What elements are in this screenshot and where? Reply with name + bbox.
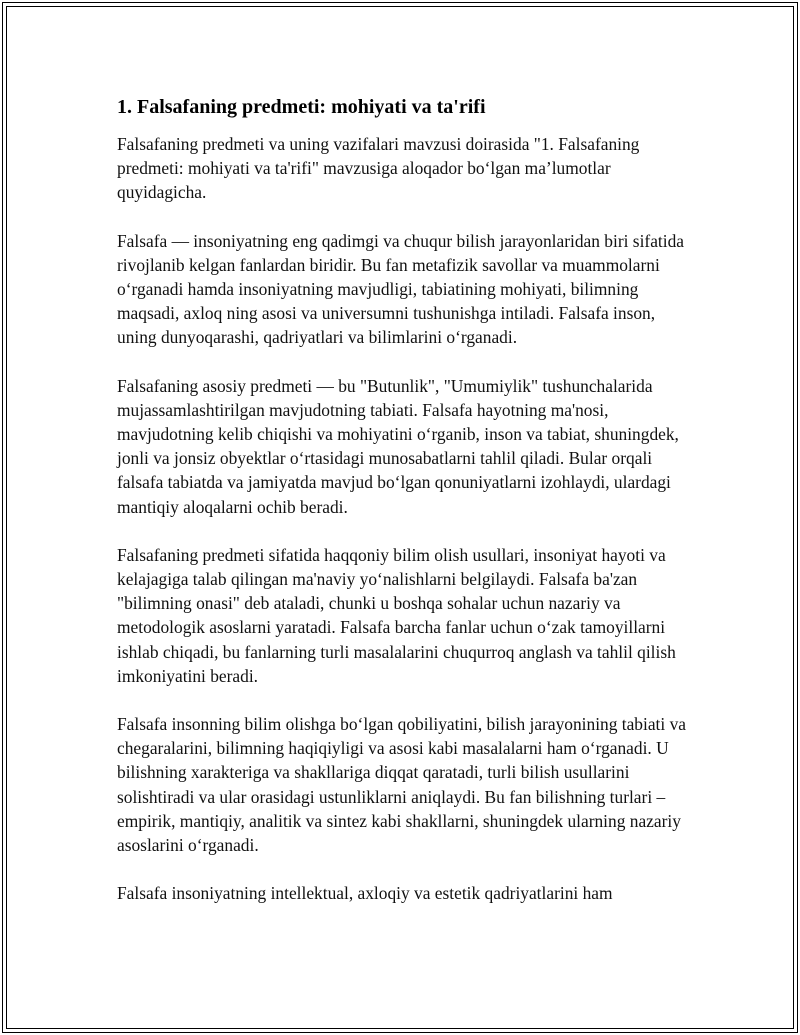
paragraph-values: Falsafa insoniyatning intellektual, axloqiy va estetik qadriyatlarini ham: [117, 883, 613, 904]
paragraph-cognition: Falsafa insonning bilim olishga bo‘lgan qobiliyatini, bilish jarayonining tabiati va chegaralarini, bilimning haqiqiyligi va asosi kabi masalalarni ham o‘rganadi. U bilishning xarakteriga va shakllariga diqqat qaratadi, turli bilish usullarini solishtiradi va ular orasidagi ustunliklarni aniqlaydi. Bu fan bilishning turlari – empirik, mantiqiy, analitik va sintez kabi shakllarni, shuningdek ularning nazariy asoslarini o‘rganadi.: [117, 714, 686, 856]
paragraph-definition: Falsafa — insoniyatning eng qadimgi va chuqur bilish jarayonlaridan biri sifatida rivojlanib kelgan fanlardan biridir. Bu fan metafizik savollar va muammolarni o‘rganadi hamda insoniyatning mavjudligi, tabiatining mohiyati, bilimning maqsadi, axloq ning asosi va universumni tushunishga intiladi. Falsafa inson, uning dunyoqarashi, qadriyatlari va bilimlarini o‘rganadi.: [117, 230, 684, 348]
paragraph-main-subject: Falsafaning asosiy predmeti — bu "Butunlik", "Umumiylik" tushunchalarida mujassamlashtirilgan mavjudotning tabiati. Falsafa hayotning ma'nosi, mavjudotning kelib chiqishi va mohiyatini o‘rganib, inson va tabiat, shuningdek, jonli va jonsiz obyektlar o‘rtasidagi munosabatlarni tahlil qiladi. Bular orqali falsafa tabiatda va jamiyatda mavjud bo‘lgan qonuniyatlarni izohlaydi, ulardagi mantiqiy aloqalarni ochib beradi.: [117, 375, 679, 517]
paragraph-methods: Falsafaning predmeti sifatida haqqoniy bilim olish usullari, insoniyat hayoti va kelajagiga talab qilingan ma'naviy yo‘nalishlarni belgilaydi. Falsafa ba'zan "bilimning onasi" deb ataladi, chunki u boshqa sohalar uchun nazariy va metodologik asoslarni yaratadi. Falsafa barcha fanlar uchun o‘zak tamoyillarni ishlab chiqadi, bu fanlarning turli masalalarini chuqurroq anglash va tahlil qilish imkoniyatini beradi.: [117, 544, 676, 686]
document-title: 1. Falsafaning predmeti: mohiyati va ta'rifi: [117, 96, 486, 118]
paragraph-intro: Falsafaning predmeti va uning vazifalari mavzusi doirasida "1. Falsafaning predmeti: mohiyati va ta'rifi" mavzusiga aloqador bo‘lgan ma’lumotlar quyidagicha.: [117, 134, 640, 203]
document-body: [117, 94, 687, 929]
